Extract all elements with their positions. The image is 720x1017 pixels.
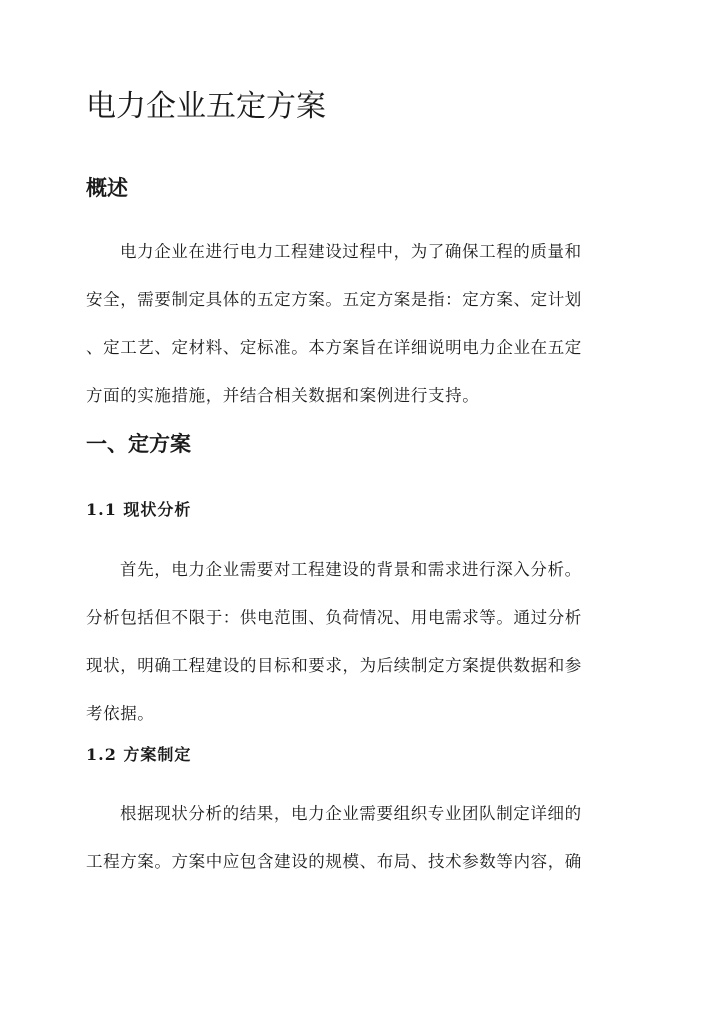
subsection-heading-1-1: 1.1 现状分析 — [86, 500, 192, 519]
plan-paragraph — [86, 790, 634, 886]
paragraph-line: 分析包括但不限于：供电范围、负荷情况、用电需求等。通过分析 — [86, 608, 582, 627]
paragraph-line: 、定工艺、定材料、定标准。本方案旨在详细说明电力企业在五定 — [86, 338, 582, 357]
paragraph-line: 电力企业在进行电力工程建设过程中，为了确保工程的质量和 — [120, 242, 582, 261]
document-title: 电力企业五定方案 — [86, 89, 326, 124]
paragraph-line: 工程方案。方案中应包含建设的规模、布局、技术参数等内容，确 — [86, 852, 582, 871]
paragraph-line: 现状，明确工程建设的目标和要求，为后续制定方案提供数据和参 — [86, 656, 582, 675]
paragraph-line: 首先，电力企业需要对工程建设的背景和需求进行深入分析。 — [120, 560, 582, 579]
paragraph-line: 方面的实施措施，并结合相关数据和案例进行支持。 — [86, 386, 480, 405]
paragraph-line: 根据现状分析的结果，电力企业需要组织专业团队制定详细的 — [120, 804, 582, 823]
overview-paragraph — [86, 228, 634, 420]
paragraph-line: 安全，需要制定具体的五定方案。五定方案是指：定方案、定计划 — [86, 290, 582, 309]
paragraph-line: 考依据。 — [86, 704, 155, 723]
section-heading-overview: 概述 — [86, 175, 128, 200]
section-heading-1: 一、定方案 — [86, 431, 191, 456]
subsection-heading-1-2: 1.2 方案制定 — [86, 745, 192, 764]
analysis-paragraph — [86, 546, 634, 738]
